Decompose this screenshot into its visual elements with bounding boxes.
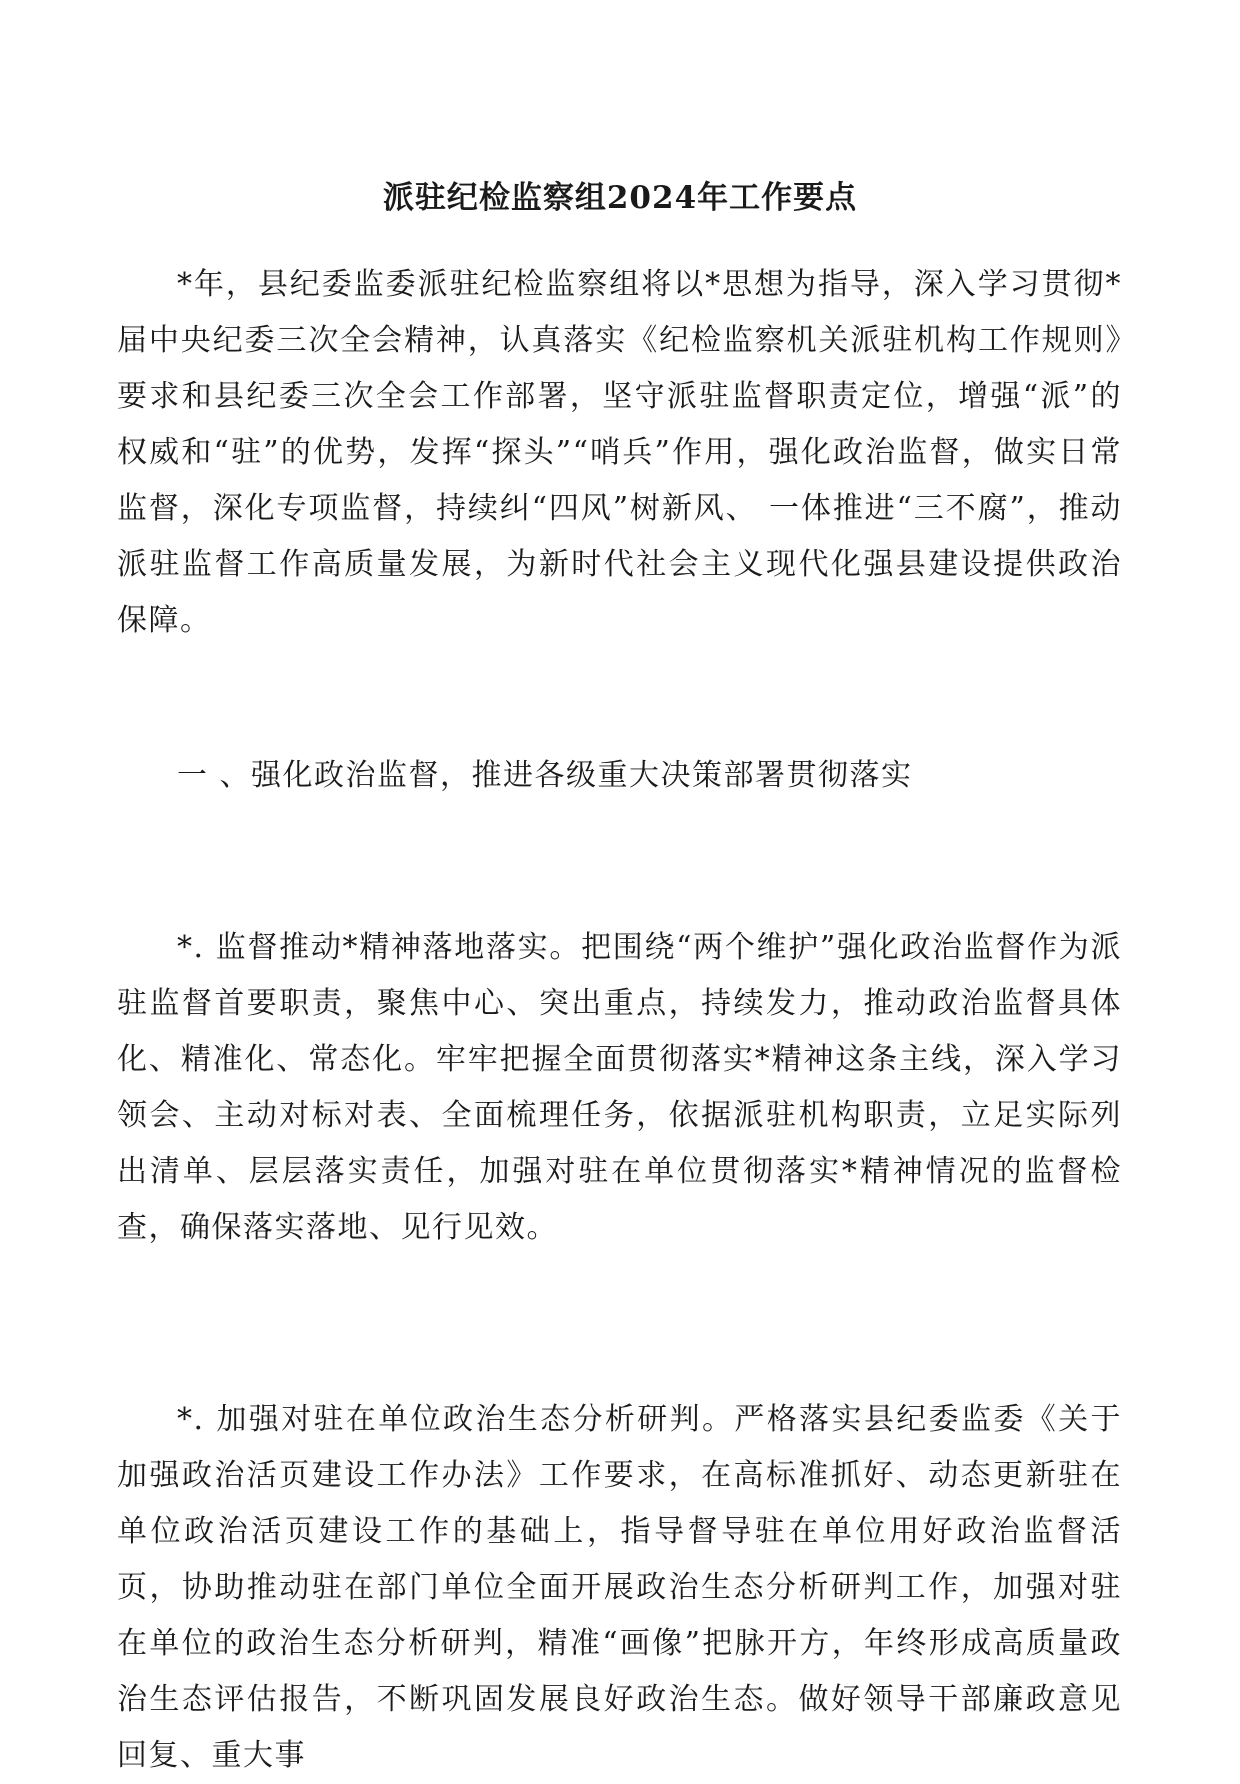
document-title: 派驻纪检监察组2024年工作要点 (382, 180, 858, 216)
section-item-paragraph: *. 加强对驻在单位政治生态分析研判。严格落实县纪委监委《关于加强政治活页建设工作办法》工作要求，在高标准抓好、动态更新驻在单位政治活页建设工作的基础上，指导督导驻在单位用好政治监督活页，协助推动驻在部门单位全面开展政治生态分析研判工作，加强对驻在单位的政治生态分析研判，精准“画像”把脉开方，年终形成高质量政治生态评估报告，不断巩固发展良好政治生态。做好领导干部廉政意见回复、重大事 (117, 1402, 1122, 1773)
intro-paragraph: *年，县纪委监委派驻纪检监察组将以*思想为指导，深入学习贯彻*届中央纪委三次全会精神，认真落实《纪检监察机关派驻机构工作规则》要求和县纪委三次全会工作部署，坚守派驻监督职责定位，增强“派”的权威和“驻”的优势，发挥“探头”“哨兵”作用，强化政治监督，做实日常监督，深化专项监督，持续纠“四风”树新风、 一体推进“三不腐”，推动派驻监督工作高质量发展，为新时代社会主义现代化强县建设提供政治保障。 (117, 267, 1122, 638)
section-item-paragraph: *. 监督推动*精神落地落实。把围绕“两个维护”强化政治监督作为派驻监督首要职责，聚焦中心、突出重点，持续发力，推动政治监督具体化、精准化、常态化。牢牢把握全面贯彻落实*精神这条主线，深入学习领会、主动对标对表、全面梳理任务，依据派驻机构职责，立足实际列出清单、层层落实责任，加强对驻在单位贯彻落实*精神情况的监督检查，确保落实落地、见行见效。 (117, 930, 1122, 1245)
section-heading: 一 、强化政治监督，推进各级重大决策部署贯彻落实 (177, 758, 913, 793)
